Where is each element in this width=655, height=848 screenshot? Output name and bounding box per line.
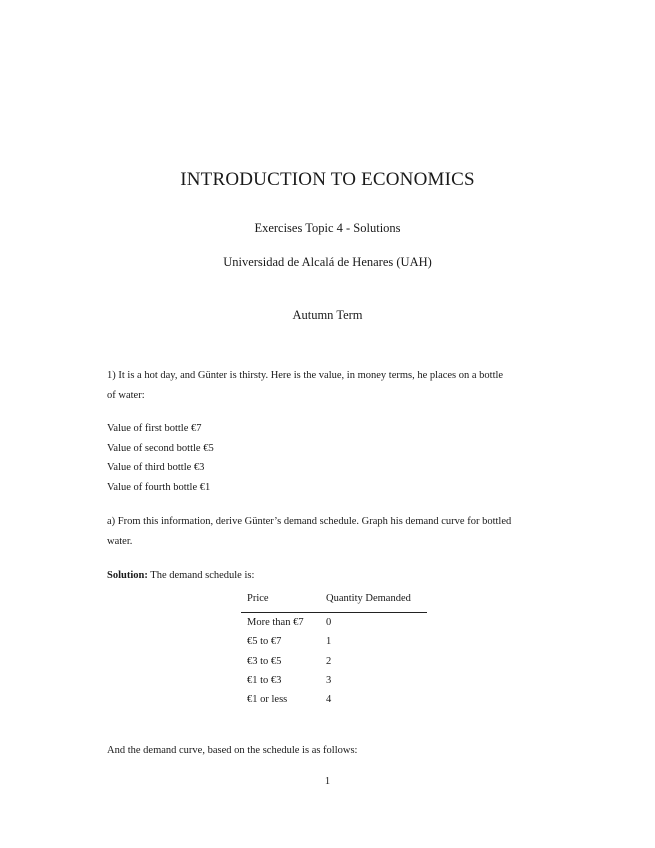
- part-a-line-2: water.: [107, 535, 133, 547]
- table-header-row: [241, 592, 427, 613]
- quantity-cell: 4: [326, 694, 332, 706]
- table-row: [241, 613, 427, 633]
- column-header-quantity: Quantity Demanded: [326, 593, 411, 604]
- question-1-line-2: of water:: [107, 389, 145, 401]
- part-a-line-1: a) From this information, derive Günter’s demand schedule. Graph his demand curve for bottled: [107, 516, 512, 527]
- solution-intro: [107, 566, 567, 586]
- quantity-cell: 3: [326, 675, 332, 687]
- price-cell: €3 to €5: [247, 655, 282, 667]
- page-number: 1: [324, 776, 331, 787]
- price-cell: More than €7: [247, 617, 304, 629]
- bottle-value-item: Value of fourth bottle €1: [107, 481, 211, 493]
- bottle-values-list: [107, 419, 567, 497]
- bottle-value-item: Value of second bottle €5: [107, 442, 214, 454]
- quantity-cell: 0: [326, 617, 332, 629]
- price-cell: €5 to €7: [247, 636, 282, 648]
- quantity-cell: 1: [326, 636, 332, 648]
- solution-label: Solution:: [107, 570, 148, 581]
- document-title: INTRODUCTION TO ECONOMICS: [180, 169, 475, 190]
- price-cell: €1 or less: [247, 694, 288, 706]
- column-header-price: Price: [247, 593, 269, 604]
- term-label: Autumn Term: [292, 308, 363, 322]
- demand-schedule-table: [241, 592, 427, 709]
- bottle-value-item: Value of third bottle €3: [107, 462, 205, 473]
- table-row: [241, 690, 427, 709]
- closing-sentence: And the demand curve, based on the schedule is as follows:: [107, 745, 358, 756]
- document-subtitle: Exercises Topic 4 - Solutions: [254, 221, 401, 235]
- bottle-value-item: Value of first bottle €7: [107, 423, 202, 434]
- table-row: [241, 632, 427, 651]
- table-row: [241, 652, 427, 671]
- university-name: Universidad de Alcalá de Henares (UAH): [223, 255, 432, 269]
- table-row: [241, 671, 427, 690]
- question-1: [107, 366, 567, 405]
- solution-text: The demand schedule is:: [147, 570, 255, 581]
- quantity-cell: 2: [326, 655, 332, 667]
- part-a-question: [107, 512, 567, 551]
- question-1-line-1: 1) It is a hot day, and Günter is thirsty. Here is the value, in money terms, he places on a bottle: [107, 370, 504, 381]
- price-cell: €1 to €3: [247, 675, 282, 687]
